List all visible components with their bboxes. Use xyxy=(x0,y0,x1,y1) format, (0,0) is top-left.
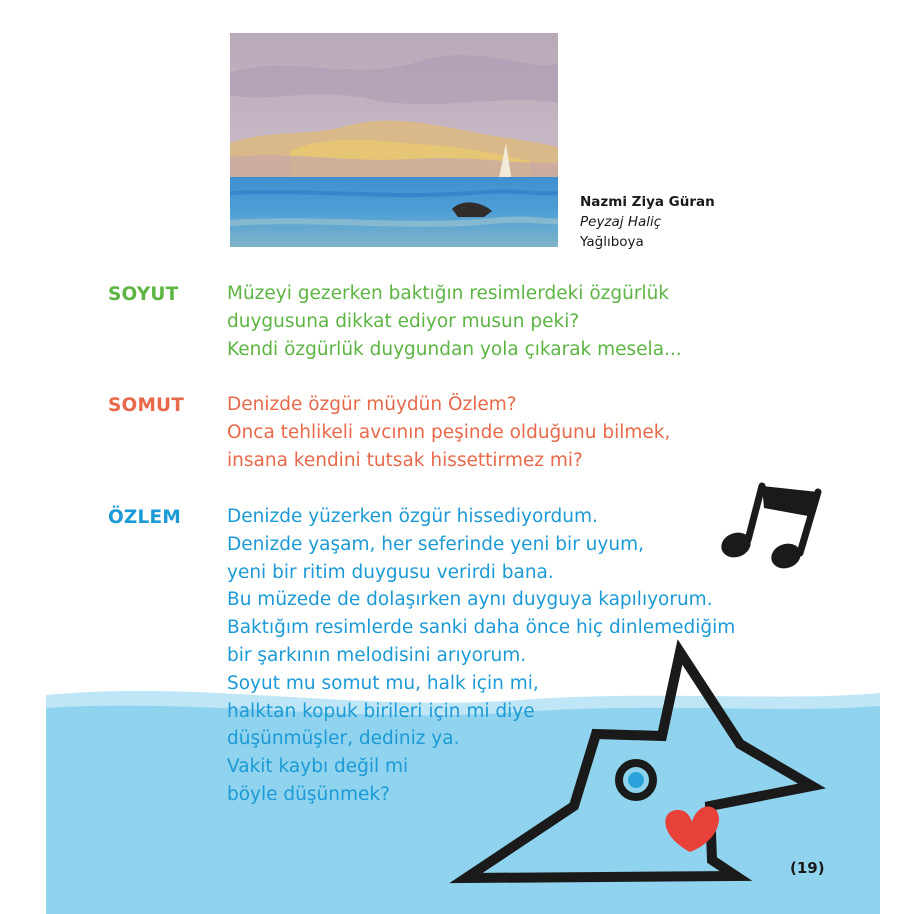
dialogue-line: halktan kopuk birileri için mi diye xyxy=(227,700,535,722)
caption-title: Peyzaj Haliç xyxy=(580,214,662,230)
dialogue-line: düşünmüşler, dediniz ya. xyxy=(227,728,460,750)
dialogue-line: Baktığım resimlerde sanki daha önce hiç dinlemediğim xyxy=(227,617,736,639)
dialogue-line: Denizde özgür müydün Özlem? xyxy=(227,394,517,415)
dialogue-line: yeni bir ritim duygusu verirdi bana. xyxy=(227,561,554,583)
dialogue-line: Kendi özgürlük duygundan yola çıkarak mesela... xyxy=(227,338,682,360)
dialogue-line: bir şarkının melodisini arıyorum. xyxy=(227,644,527,666)
dialogue-line: duygusuna dikkat ediyor musun peki? xyxy=(227,310,580,332)
caption-medium: Yağlıboya xyxy=(580,234,644,250)
caption-artist: Nazmi Ziya Güran xyxy=(580,194,715,210)
eye-icon xyxy=(619,763,653,797)
dialogue-line: insana kendini tutsak hissettirmez mi? xyxy=(227,449,583,471)
dialogue-line: Soyut mu somut mu, halk için mi, xyxy=(227,672,539,694)
dialogue-line: böyle düşünmek? xyxy=(227,783,390,805)
page-number: (19) xyxy=(790,859,825,877)
speaker-somut: SOMUT xyxy=(108,395,185,416)
dialogue-line: Denizde yaşam, her seferinde yeni bir uyum, xyxy=(227,533,644,555)
speaker-soyut: SOYUT xyxy=(108,284,179,305)
dialogue-line: Denizde yüzerken özgür hissediyordum. xyxy=(227,506,598,527)
dialogue-line: Bu müzede de dolaşırken aynı duyguya kapılıyorum. xyxy=(227,589,713,611)
dialogue-line: Müzeyi gezerken baktığın resimlerdeki özgürlük xyxy=(227,283,670,304)
dialogue-line: Vakit kaybı değil mi xyxy=(227,756,409,778)
speaker-ozlem: ÖZLEM xyxy=(108,507,181,528)
dialogue-line: Onca tehlikeli avcının peşinde olduğunu bilmek, xyxy=(227,421,671,443)
